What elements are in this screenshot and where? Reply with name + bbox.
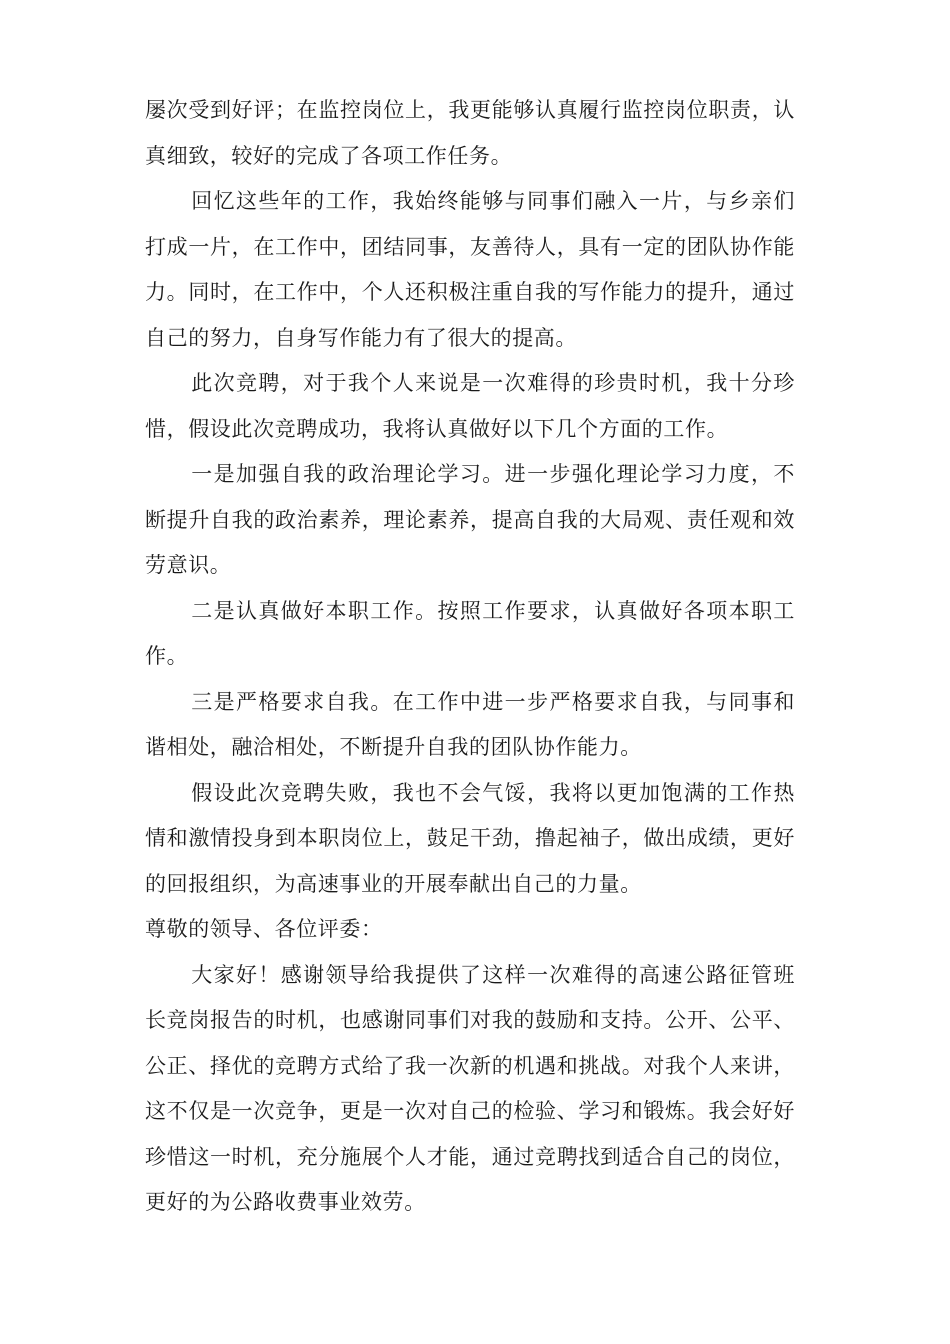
paragraph-7: 假设此次竞聘失败，我也不会气馁，我将以更加饱满的工作热情和激情投身到本职岗位上，鼓足干劲，撸起袖子，做出成绩，更好的回报组织，为高速事业的开展奉献出自己的力量。 bbox=[145, 780, 795, 896]
paragraph-8: 大家好！感谢领导给我提供了这样一次难得的高速公路征管班长竞岗报告的时机，也感谢同事们对我的鼓励和支持。公开、公平、公正、择优的竞聘方式给了我一次新的机遇和挑战。对我个人来讲，这不仅是一次竞争，更是一次对自己的检验、学习和锻炼。我会好好珍惜这一时机，充分施展个人才能，通过竞聘找到适合自己的岗位，更好的为公路收费事业效劳。 bbox=[145, 962, 795, 1214]
paragraph-5: 二是认真做好本职工作。按照工作要求，认真做好各项本职工作。 bbox=[145, 598, 795, 668]
paragraph-2: 回忆这些年的工作，我始终能够与同事们融入一片，与乡亲们打成一片，在工作中，团结同事，友善待人，具有一定的团队协作能力。同时，在工作中，个人还积极注重自我的写作能力的提升，通过自己的努力，自身写作能力有了很大的提高。 bbox=[145, 189, 795, 350]
document-body bbox=[145, 88, 795, 1226]
salutation: 尊敬的领导、各位评委： bbox=[145, 917, 383, 941]
paragraph-4: 一是加强自我的政治理论学习。进一步强化理论学习力度，不断提升自我的政治素养，理论素养，提高自我的大局观、责任观和效劳意识。 bbox=[145, 462, 795, 577]
paragraph-1: 屡次受到好评；在监控岗位上，我更能够认真履行监控岗位职责，认真细致，较好的完成了各项工作任务。 bbox=[145, 98, 795, 168]
paragraph-6: 三是严格要求自我。在工作中进一步严格要求自我，与同事和谐相处，融洽相处，不断提升自我的团队协作能力。 bbox=[145, 689, 795, 759]
paragraph-3: 此次竞聘，对于我个人来说是一次难得的珍贵时机，我十分珍惜，假设此次竞聘成功，我将认真做好以下几个方面的工作。 bbox=[145, 371, 795, 441]
